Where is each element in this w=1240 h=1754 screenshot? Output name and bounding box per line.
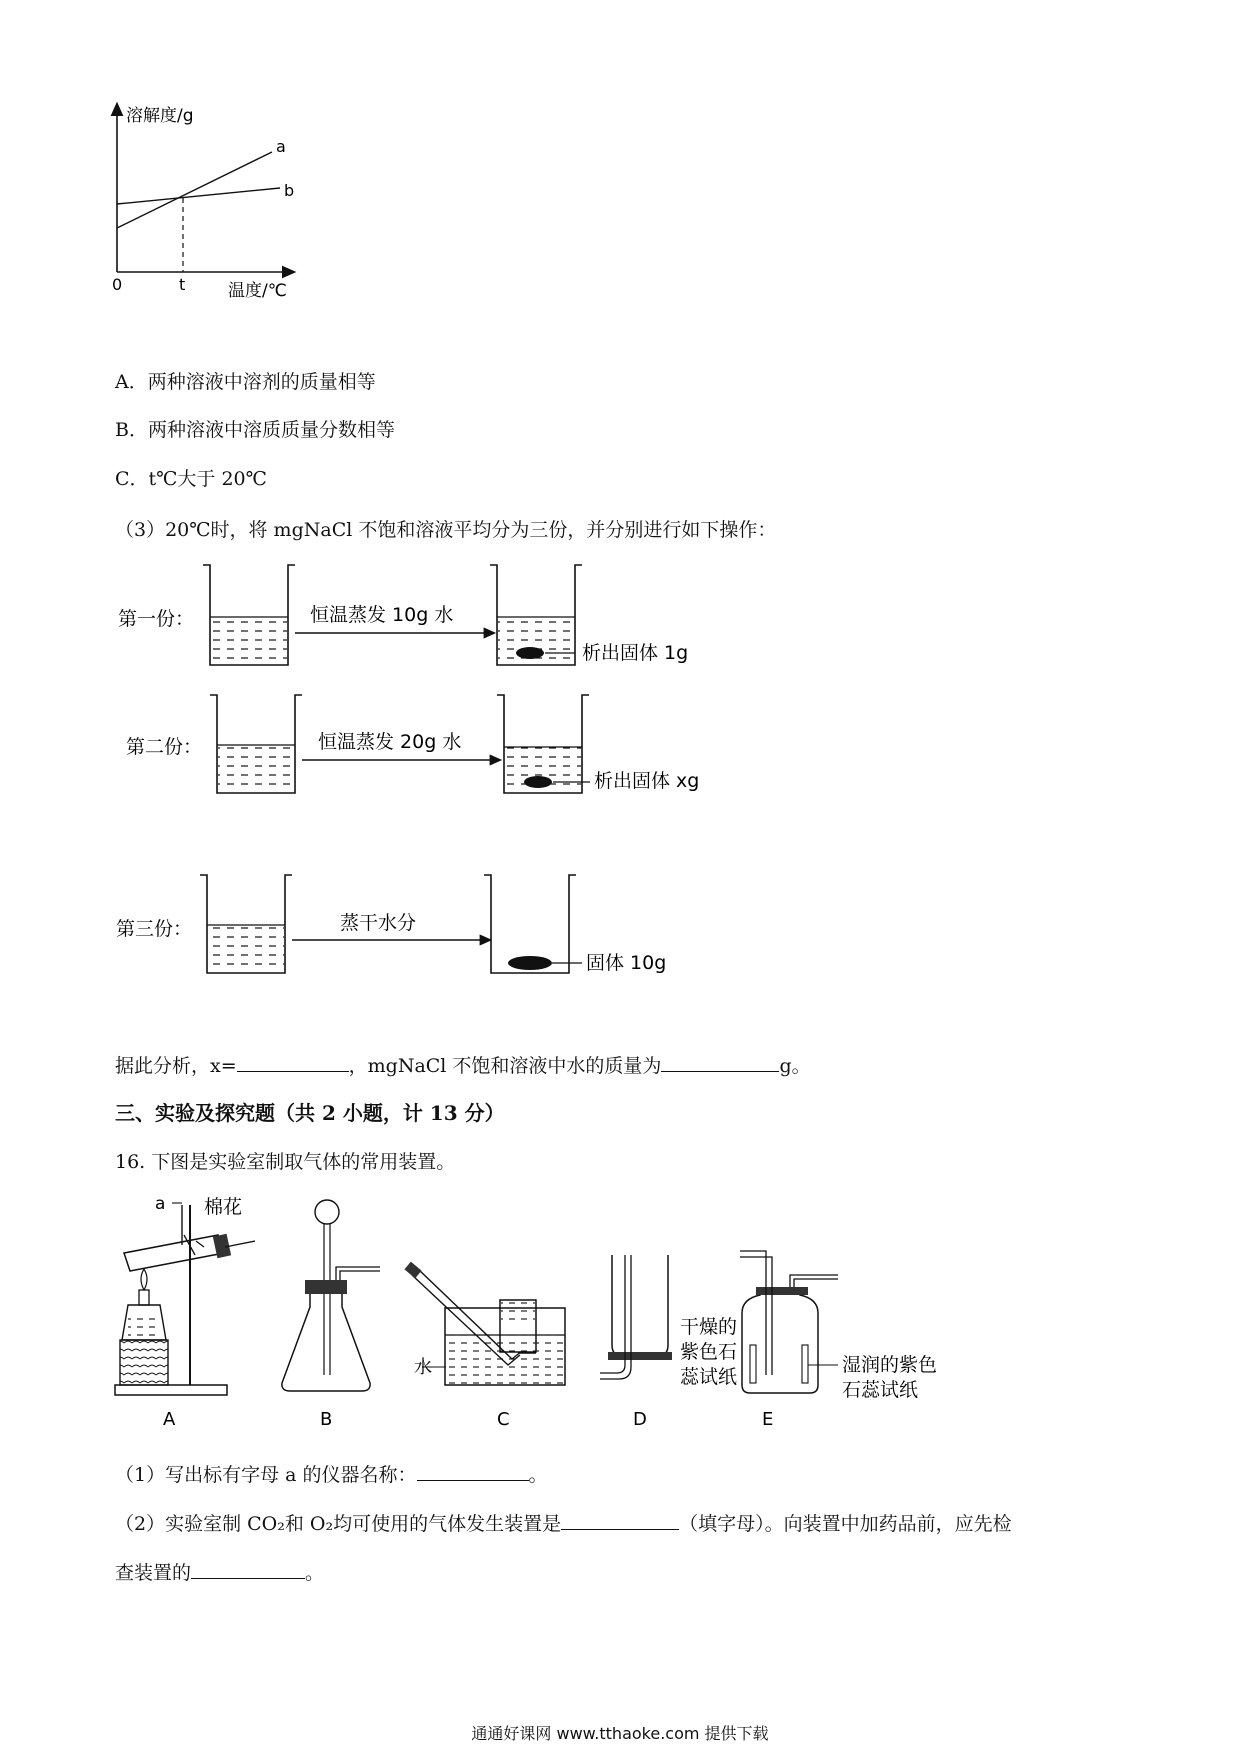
apparatus-e — [740, 1251, 838, 1393]
check-item-blank[interactable] — [191, 1560, 305, 1579]
label-a-marker: a — [155, 1195, 166, 1214]
label-apparatus-c: C — [497, 1409, 510, 1430]
curve-a-label: a — [276, 137, 286, 156]
analysis-mid: ，mgNaCl 不饱和溶液中水的质量为 — [348, 1055, 662, 1077]
label-dry-paper-line1: 干燥的 — [680, 1316, 738, 1338]
label-apparatus-b: B — [320, 1409, 333, 1430]
generator-apparatus-blank[interactable] — [561, 1511, 679, 1530]
curve-a-line — [117, 152, 272, 228]
evaporation-diagram — [100, 555, 740, 995]
row-2-result: 析出固体 xg — [594, 770, 700, 792]
page-footer: 通通好课网 www.tthaoke.com 提供下载 — [471, 1724, 769, 1743]
sub1-prefix: （1）写出标有字母 a 的仪器名称： — [115, 1464, 417, 1486]
sub1-suffix: 。 — [528, 1464, 548, 1486]
water-mass-blank[interactable] — [661, 1053, 779, 1072]
label-dry-paper-line2: 紫色石 — [680, 1341, 738, 1363]
option-b: B．两种溶液中溶质质量分数相等 — [115, 419, 395, 441]
curve-b-label: b — [284, 181, 295, 200]
section-3-heading: 三、实验及探究题（共 2 小题，计 13 分） — [115, 1101, 505, 1125]
option-c: C．t℃大于 20℃ — [115, 468, 267, 490]
label-cotton: 棉花 — [204, 1196, 243, 1218]
row-1-action: 恒温蒸发 10g 水 — [310, 604, 454, 626]
row-3-result: 固体 10g — [586, 952, 667, 974]
apparatus-d — [600, 1255, 672, 1379]
label-dry-paper-line3: 蕊试纸 — [680, 1366, 738, 1388]
analysis-suffix: g。 — [779, 1055, 811, 1077]
row-3-label: 第三份： — [116, 918, 193, 940]
apparatus-a — [115, 1203, 255, 1395]
label-wet-paper-line2: 石蕊试纸 — [842, 1379, 919, 1401]
analysis-prefix: 据此分析，x= — [115, 1055, 237, 1077]
x-answer-blank[interactable] — [237, 1053, 349, 1072]
row-2-label: 第二份： — [126, 736, 203, 758]
solubility-graph — [100, 100, 360, 340]
instrument-name-blank[interactable] — [417, 1462, 529, 1481]
sub2-line2-prefix: 查装置的 — [115, 1562, 192, 1584]
q16-sub2-line2 — [115, 1560, 324, 1585]
apparatus-b — [282, 1200, 380, 1391]
row-2-action: 恒温蒸发 20g 水 — [318, 731, 462, 753]
x-axis-label: 温度/℃ — [228, 281, 287, 301]
row-3-action: 蒸干水分 — [340, 912, 417, 934]
q16-sub1 — [115, 1462, 548, 1487]
option-a: A．两种溶液中溶剂的质量相等 — [115, 371, 376, 393]
label-apparatus-e: E — [762, 1409, 774, 1430]
sub2-prefix: （2）实验室制 CO₂和 O₂均可使用的气体发生装置是 — [115, 1513, 562, 1535]
row-1-result: 析出固体 1g — [582, 642, 689, 664]
label-water: 水 — [414, 1357, 432, 1378]
apparatus-figure — [100, 1195, 980, 1440]
label-apparatus-a: A — [163, 1409, 176, 1430]
q3-intro: （3）20℃时，将 mgNaCl 不饱和溶液平均分为三份，并分别进行如下操作： — [115, 519, 777, 541]
q16-sub2 — [115, 1511, 1012, 1536]
curve-b-line — [117, 188, 280, 204]
label-apparatus-d: D — [633, 1409, 647, 1430]
q3-analysis — [115, 1053, 811, 1078]
sub2-line2-suffix: 。 — [305, 1562, 325, 1584]
row-1-label: 第一份： — [118, 608, 195, 630]
q16-stem: 16. 下图是实验室制取气体的常用装置。 — [115, 1151, 456, 1173]
t-tick-label: t — [179, 275, 186, 294]
y-axis-label: 溶解度/g — [126, 106, 194, 126]
origin-label: 0 — [112, 275, 123, 294]
label-wet-paper-line1: 湿润的紫色 — [842, 1354, 938, 1376]
sub2-suffix: （填字母）。向装置中加药品前，应先检 — [679, 1513, 1012, 1535]
